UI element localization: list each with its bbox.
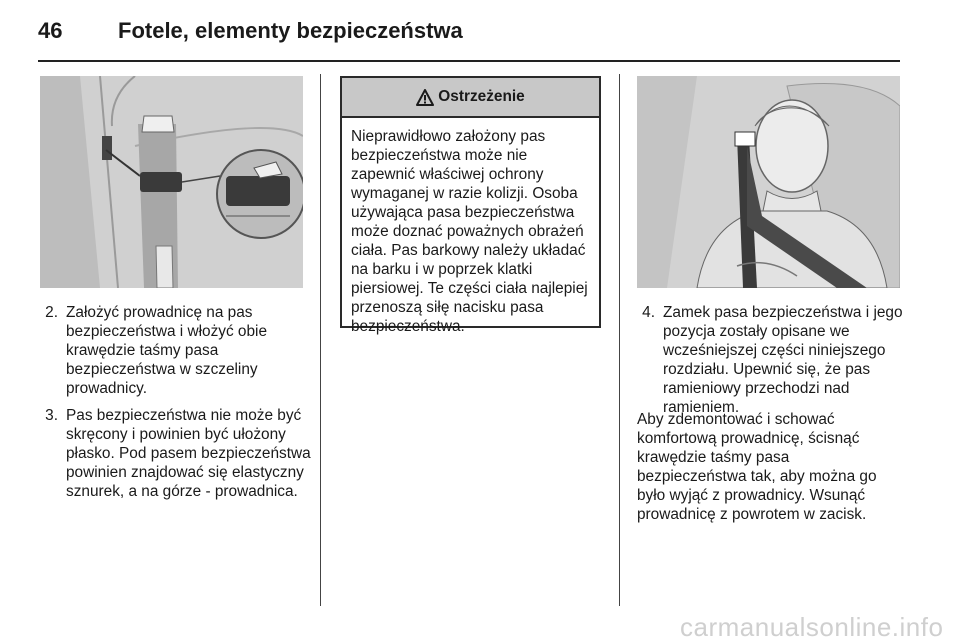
step-text: Zamek pasa bezpieczeństwa i jego pozycja zostały opisane we wcześniejszej części niniejszego rozdziału. Upewnić się, że pas ramieniowy przechodzi nad ramieniem.	[663, 304, 903, 416]
removal-paragraph: Aby zdemontować i schować komfortową prowadnicę, ścisnąć krawędzie taśmy pasa bezpieczeństwa tak, aby można go było wyjąć z prowadnicy. Wsunąć prowadnicę z powrotem w zacisk.	[637, 411, 877, 523]
warning-title: Ostrzeżenie	[438, 88, 525, 105]
warning-header	[342, 78, 599, 118]
steps-list-left	[40, 303, 312, 509]
step-text: Pas bezpieczeństwa nie może być skręcony i powinien być ułożony płasko. Pod pasem bezpieczeństwa powinien znajdować się elastyczny sznurek, a na górze - prowadnica.	[66, 407, 311, 500]
step-text: Założyć prowadnicę na pas bezpieczeństwa i włożyć obie krawędzie taśmy pasa bezpieczeństwa w szczeliny prowadnicy.	[66, 304, 268, 397]
warning-box	[340, 76, 601, 335]
step-number: 4.	[642, 304, 655, 321]
step-number: 3.	[45, 407, 58, 424]
list-item	[40, 303, 312, 398]
header-rule	[38, 60, 900, 62]
watermark: carmanualsonline.info	[680, 612, 944, 642]
list-item	[637, 303, 903, 417]
seatbelt-guide-illustration	[40, 76, 303, 288]
page-title: Fotele, elementy bezpieczeństwa	[118, 18, 463, 43]
list-item	[40, 406, 312, 501]
column-divider-right	[619, 74, 620, 606]
page-number: 46	[38, 18, 63, 43]
warning-text: Nieprawidłowo założony pas bezpieczeństwa może nie zapewnić właściwej ochrony wymaganej w razie kolizji. Osoba używająca pasa bezpieczeństwa może doznać poważnych obrażeń ciała. Pas barkowy należy układać na barku i w poprzek klatki piersiowej. Te części ciała najlepiej przenoszą siłę nacisku pasa bezpieczeństwa.	[351, 128, 588, 335]
warning-triangle-icon	[416, 89, 434, 106]
column-divider-left	[320, 74, 321, 606]
step-number: 2.	[45, 304, 58, 321]
page-header	[38, 18, 463, 48]
seatbelt-wearing-illustration	[637, 76, 900, 288]
steps-list-right	[637, 303, 903, 425]
